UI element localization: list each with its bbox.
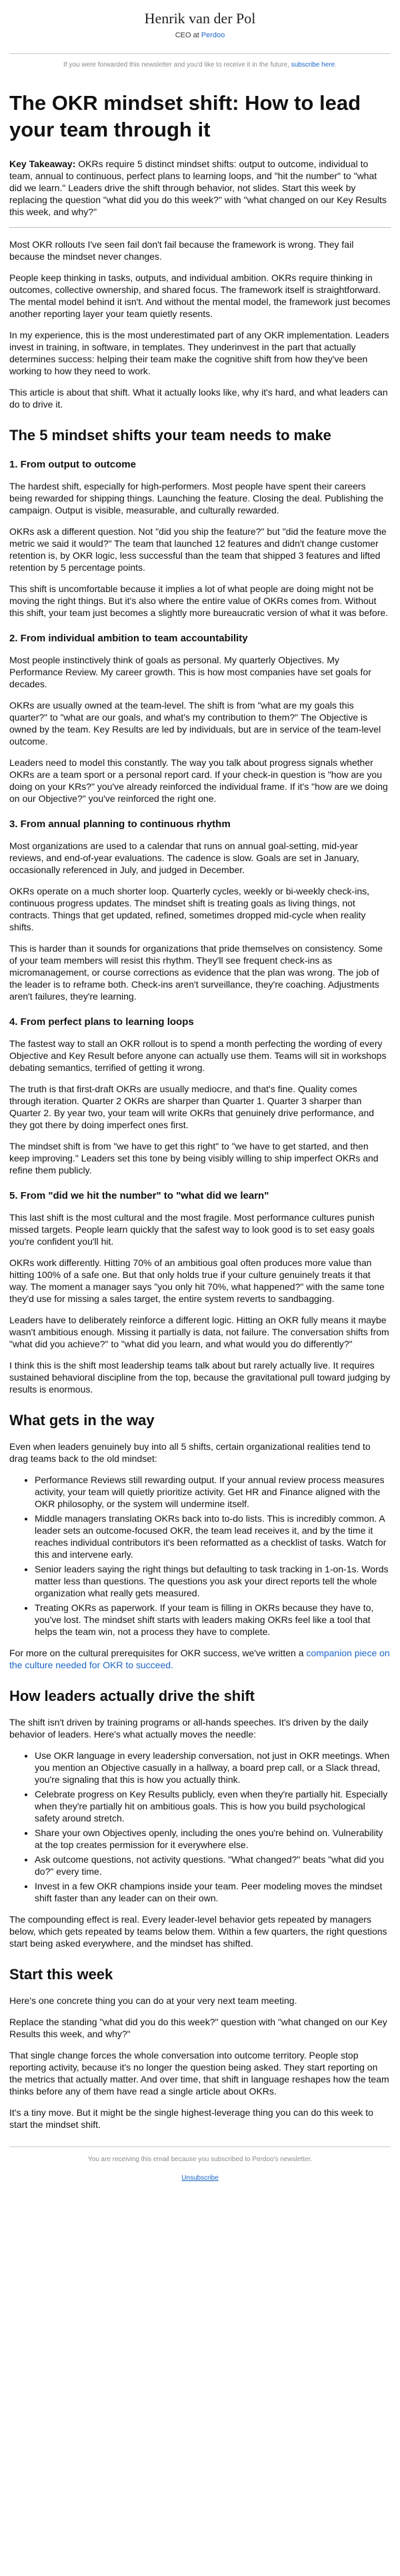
obstacles-intro: Even when leaders genuinely buy into all 5 shifts, certain organizational realities tend to drag teams back to the old mindset: — [9, 1441, 371, 1464]
shifts-heading: The 5 mindset shifts your team needs to make — [9, 427, 331, 444]
leaders-heading: How leaders actually drive the shift — [9, 1688, 255, 1704]
leaders-closing: The compounding effect is real. Every leader-level behavior gets repeated by managers below, which gets repeated by teams below them. Within a few quarters, the right questions start being asked everywhere, and the mindset has shifted. — [9, 1914, 387, 1949]
shift-heading: 3. From annual planning to continuous rhythm — [9, 818, 231, 830]
leaders-intro: The shift isn't driven by training programs or all-hands speeches. It's driven by the daily behavior of leaders. Here's what actually moves the needle: — [9, 1717, 369, 1740]
list-item: • Invest in a few OKR champions inside your team. Peer modeling moves the mindset shift faster than any leader can on their own. — [35, 1880, 391, 1904]
footer — [9, 2146, 391, 2196]
list-item: • Treating OKRs as paperwork. If your team is filling in OKRs because they have to, you've lost. The mindset shift starts with leaders making OKRs feel like a tool that helps the team win, not a process they have to complete. — [35, 1602, 391, 1638]
shift-paragraph: OKRs ask a different question. Not "did you ship the feature?" but "did the feature move the metric we said it would?" The team that launched 12 features and didn't change customer retention is, by OKR logic, less successful than the team that shipped 3 features and lifted retention by 5 percentage points. — [9, 526, 387, 573]
shift-paragraph: OKRs are usually owned at the team-level. The shift is from "what are my goals this quarter?" to "what are our goals, and what's my contribution to them?" The Objective is owned by the team. Key Results are led by individuals, but are in service of the team-level outcome. — [9, 700, 381, 747]
forward-notice — [9, 61, 391, 70]
list-item: • Ask outcome questions, not activity questions. "What changed?" beats "what did you do?" every time. — [35, 1853, 391, 1877]
intro-paragraph: In my experience, this is the most underestimated part of any OKR implementation. Leaders invest in training, in software, in templates. They underinvest in the part that actually determines success: helping their team make the cognitive shift from how they've been working to how they need to work. — [9, 330, 389, 376]
intro-paragraph: This article is about that shift. What it actually looks like, why it's hard, and what leaders can do to drive it. — [9, 387, 388, 410]
shift-heading: 4. From perfect plans to learning loops — [9, 1016, 194, 1028]
forward-notice-suffix: . — [335, 61, 337, 69]
list-item: • Share your own Objectives openly, including the ones you're behind on. Vulnerability at the top creates permission for it everywhere else. — [35, 1827, 391, 1851]
shift-heading: 5. From "did we hit the number" to "what did we learn" — [9, 1190, 269, 1201]
shift-paragraph: OKRs operate on a much shorter loop. Quarterly cycles, weekly or bi-weekly check-ins, continuous progress updates. The mindset shift is treating goals as living things, not contracts. Things that get updated, refined, sometimes dropped mid-cycle when reality shifts. — [9, 886, 369, 932]
companion-prefix: For more on the cultural prerequisites for OKR success, we've written a — [9, 1648, 307, 1658]
company-link[interactable]: Perdoo — [201, 31, 225, 39]
list-item: • Performance Reviews still rewarding output. If your annual review process measures activity, your team will quietly prioritize activity. Get HR and Finance aligned with the OKR philosophy, or the system will undermine itself. — [35, 1474, 391, 1510]
list-item: • Middle managers translating OKRs back into to-do lists. This is incredibly common. A leader sets an outcome-focused OKR, the team lead receives it, and by the time it reaches individual contributors it's been reformatted as a checklist of tasks. Watch for this and intervene early. — [35, 1512, 391, 1560]
shift-paragraph: The mindset shift is from "we have to get this right" to "we have to get started, and then keep improving." Leaders set this tone by being visibly willing to ship imperfect OKRs and refine them publicly. — [9, 1141, 379, 1175]
key-takeaway-label: Key Takeaway: — [9, 159, 76, 169]
list-item: • Use OKR language in every leadership conversation, not just in OKR meetings. When you mention an Objective casually in a hallway, a board prep call, or a Slack thread, you're signaling that this is how you actually think. — [35, 1750, 391, 1785]
author-role-prefix: CEO at — [175, 31, 201, 39]
intro-paragraph: Most OKR rollouts I've seen fail don't fail because the framework is wrong. They fail because the mindset never changes. — [9, 239, 354, 262]
author-role — [9, 31, 391, 40]
shift-paragraph: I think this is the shift most leadership teams talk about but rarely actually live. It requires sustained behavioral discipline from the top, because the gravitational pull toward judging by results is enormous. — [9, 1360, 391, 1395]
takeaway-divider — [9, 227, 391, 228]
intro-paragraph: People keep thinking in tasks, outputs, and individual ambition. OKRs require thinking in outcomes, collective ownership, and shared focus. The framework itself is straightforward. The mental model behind it isn't. And without the mental model, the framework just becomes another reporting layer your team quietly resents. — [9, 272, 391, 319]
shift-paragraph: This is harder than it sounds for organizations that pride themselves on consistency. Some of your team members will resist this rhythm. They'll see frequent check-ins as micromanagement, or course corrections as evidence that the plan was wrong. The job of the leader is to reframe both. Check-ins aren't surveillance, they're coaching. Adjustments aren't failures, they're learning. — [9, 943, 383, 1002]
start-paragraph: That single change forces the whole conversation into outcome territory. People stop reporting activity, because it's no longer the question being asked. They start reporting on the metrics that actually matter. And over time, that shift in language reshapes how the team thinks before any of them have read a single article about OKRs. — [9, 2050, 389, 2096]
leaders-list — [9, 1750, 391, 1904]
subscribe-link[interactable]: subscribe here — [291, 61, 335, 69]
footer-note: You are receiving this email because you subscribed to Perdoo's newsletter. — [87, 2156, 313, 2163]
shift-paragraph: The hardest shift, especially for high-performers. Most people have spent their careers being rewarded for shipping things. Launching the feature. Closing the deal. Publishing the campaign. Output is visible, measurable, and culturally rewarded. — [9, 481, 384, 515]
shift-paragraph: The fastest way to stall an OKR rollout is to spend a month perfecting the wording of every Objective and Key Result before anyone can actually use them. Teams will sit in workshops debating semantics, terrified of getting it wrong. — [9, 1038, 387, 1073]
shift-paragraph: Leaders have to deliberately reinforce a different logic. Hitting an OKR fully means it maybe wasn't ambitious enough. Missing it partially is data, not failure. The conversation shifts from "what did you achieve?" to "what did you learn, and what would you do differently?" — [9, 1315, 389, 1349]
obstacles-list — [9, 1474, 391, 1638]
masthead — [9, 0, 391, 45]
start-heading: Start this week — [9, 1966, 113, 1983]
companion-note — [9, 1647, 391, 1671]
start-paragraph: It's a tiny move. But it might be the single highest-leverage thing you can do this week to start the mindset shift. — [9, 2107, 373, 2130]
forward-notice-text: If you were forwarded this newsletter and you'd like to receive it in the future, — [63, 61, 291, 69]
shift-paragraph: This shift is uncomfortable because it implies a lot of what people are doing might not be moving the right things. But it's also where the entire value of OKRs comes from. Without this shift, your team just becomes a slightly more bureaucratic version of what it was before. — [9, 583, 389, 618]
shift-paragraph: Most organizations are used to a calendar that runs on annual goal-setting, mid-year reviews, and end-of-year evaluations. The cadence is slow. Goals are set in January, occasionally referenced in July, and judged in December. — [9, 840, 359, 875]
shift-paragraph: Leaders need to model this constantly. The way you talk about progress signals whether OKRs are a team sport or a personal report card. If your check-in question is "how are you doing on your KRs?" you've already reinforced the individual frame. If it's "how are we doing on our Objective?" you've reinforced the right one. — [9, 757, 388, 804]
shift-paragraph: Most people instinctively think of goals as personal. My quarterly Objectives. My Performance Review. My career growth. This is how most companies have set goals for decades. — [9, 655, 371, 689]
shift-paragraph: The truth is that first-draft OKRs are usually mediocre, and that's fine. Quality comes through iteration. Quarter 2 OKRs are sharper than Quarter 1. Quarter 3 sharper than Quarter 2. By year two, your team will write OKRs that genuinely drive performance, and they got there by doing imperfect ones first. — [9, 1084, 375, 1130]
companion-link[interactable]: companion piece on the culture needed for OKR to succeed. — [9, 1648, 390, 1670]
article-title: The OKR mindset shift: How to lead your team through it — [9, 91, 361, 141]
obstacles-heading: What gets in the way — [9, 1412, 155, 1429]
start-paragraph: Here's one concrete thing you can do at your very next team meeting. — [9, 1995, 297, 2006]
shift-paragraph: OKRs work differently. Hitting 70% of an ambitious goal often produces more value than hitting 100% of a safe one. But that only holds true if your culture genuinely treats it that way. The moment a manager says "you only hit 70%, what happened?" with the same tone they'd use for missing a sales target, the entire system reverts to sandbagging. — [9, 1257, 385, 1304]
key-takeaway-text: OKRs require 5 distinct mindset shifts: output to outcome, individual to team, annual to continuous, perfect plans to learning loops, and "hit the number" to "what did we learn." Leaders drive the shift through behavior, not slides. Start this week by replacing the question "what did you do this week?" with "what changed on our Key Results this week, and why?" — [9, 159, 387, 217]
list-item: • Celebrate progress on Key Results publicly, even when they're partially hit. Especially when they're partially hit on ambitious goals. This is how you build psychological safety around stretch. — [35, 1788, 391, 1824]
header-divider — [9, 53, 391, 54]
shift-heading: 2. From individual ambition to team accountability — [9, 633, 248, 644]
key-takeaway — [9, 158, 391, 218]
shift-heading: 1. From output to outcome — [9, 459, 136, 470]
author-name: Henrik van der Pol — [144, 10, 256, 27]
unsubscribe-link[interactable]: Unsubscribe — [181, 2174, 219, 2182]
shift-paragraph: This last shift is the most cultural and the most fragile. Most performance cultures punish missed targets. People learn quickly that the safest way to look good is to set easy goals you're confident you'll hit. — [9, 1212, 375, 1247]
start-paragraph: Replace the standing "what did you do this week?" question with "what changed on our Key Results this week, and why?" — [9, 2017, 387, 2039]
list-item: • Senior leaders saying the right things but defaulting to task tracking in 1-on-1s. Words matter less than questions. The questions you ask your direct reports tell the whole organization what really gets measured. — [35, 1563, 391, 1599]
